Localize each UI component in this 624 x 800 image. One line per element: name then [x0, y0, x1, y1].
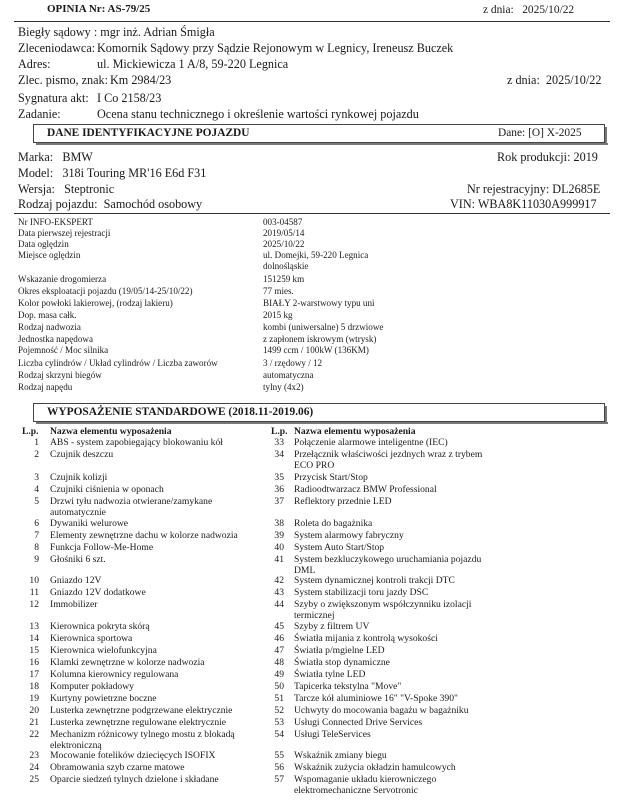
equipment-number: 52	[274, 705, 284, 716]
equipment-number: 36	[274, 484, 284, 495]
equipment-item: Tarcze kół aluminiowe 16" "V-Spoke 390"	[294, 693, 458, 704]
equipment-number: 8	[34, 542, 39, 553]
opinion-number: AS-79/25	[107, 3, 151, 15]
equipment-number: 17	[29, 669, 39, 680]
equipment-item: Czujniki ciśnienia w oponach	[50, 484, 164, 495]
equipment-number: 44	[274, 599, 284, 610]
equipment-number: 54	[274, 729, 284, 740]
equipment-item: Światła p/mgielne LED	[294, 645, 385, 656]
detail-value: 2015 kg	[263, 310, 293, 320]
equipment-item: Głośniki 6 szt.	[50, 554, 106, 565]
equipment-number: 34	[274, 449, 284, 460]
equipment-item: System Auto Start/Stop	[294, 542, 385, 553]
task-value: Ocena stanu technicznego i określenie wartości rynkowej pojazdu	[97, 107, 419, 121]
detail-value: dolnośląskie	[263, 261, 309, 271]
equipment-number: 48	[274, 657, 284, 668]
detail-value: 77 mies.	[263, 286, 294, 296]
lp-header-right: L.p.	[271, 426, 288, 437]
equipment-number: 41	[274, 554, 284, 565]
equipment-item: Wskaźnik zmiany biegu	[294, 750, 387, 761]
name-header-right: Nazwa elementu wyposażenia	[294, 426, 416, 437]
task-label: Zadanie:	[18, 107, 61, 121]
detail-label: Data oględzin	[18, 239, 69, 249]
equipment-item-continuation: elektromechaniczne Servotronic	[294, 785, 418, 796]
equipment-item-continuation: automatycznie	[50, 507, 106, 518]
equipment-number: 10	[29, 575, 39, 586]
equipment-number: 13	[29, 621, 39, 632]
client-label: Zleceniodawca:	[18, 41, 96, 55]
equipment-item: System dynamicznej kontroli trakcji DTC	[294, 575, 455, 586]
detail-value: 2025/10/22	[263, 239, 305, 249]
equipment-number: 49	[274, 669, 284, 680]
equipment-number: 15	[29, 645, 39, 656]
detail-value: 3 / rzędowy / 12	[263, 358, 323, 368]
detail-value: 151259 km	[263, 274, 305, 284]
equipment-item-continuation: termicznej	[294, 610, 335, 621]
vehicle-rule	[14, 213, 610, 214]
equipment-number: 6	[34, 518, 39, 529]
year-row: Rok produkcji: 2019	[497, 150, 598, 164]
detail-label: Jednostka napędowa	[18, 334, 94, 344]
equipment-item: Elementy zewnętrzne dachu w kolorze nadwozia	[50, 530, 238, 541]
equipment-number: 12	[29, 599, 39, 610]
equipment-item: Wspomaganie układu kierowniczego	[294, 774, 437, 785]
equipment-number: 45	[274, 621, 284, 632]
equipment-number: 42	[274, 575, 284, 586]
detail-value: 003-04587	[263, 217, 303, 227]
equipment-item: Roleta do bagażnika	[294, 518, 373, 529]
equipment-item: Przycisk Start/Stop	[294, 472, 368, 483]
detail-label: Miejsce oględzin	[18, 250, 81, 260]
equipment-number: 53	[274, 717, 284, 728]
detail-label: Rodzaj napędu	[18, 382, 73, 392]
equipment-number: 7	[34, 530, 39, 541]
equipment-item: Wskaźnik zużycia okładzin hamulcowych	[294, 762, 456, 773]
equipment-item: Immobilizer	[50, 599, 98, 610]
address-label: Adres:	[18, 57, 51, 71]
equipment-item: Mocowanie fotelików dziecięcych ISOFIX	[50, 750, 216, 761]
equipment-item: Przełącznik właściwości jezdnych wraz z trybem	[294, 449, 483, 460]
equipment-item: Szyby z filtrem UV	[294, 621, 370, 632]
equipment-item: Drzwi tyłu nadwozia otwierane/zamykane	[50, 496, 213, 507]
model-row: Model: 318i Touring MR'16 E6d F31	[18, 166, 207, 180]
order-label: Zlec. pismo, znak:	[18, 73, 109, 87]
equipment-item: System bezkluczykowego uruchamiania pojazdu	[294, 554, 482, 565]
equipment-item: Kierownica pokryta skórą	[50, 621, 150, 632]
equipment-item: Światła mijania z kontrolą wysokości	[294, 633, 438, 644]
equipment-number: 19	[29, 693, 39, 704]
client-value: Komornik Sądowy przy Sądzie Rejonowym w Legnicy, Ireneusz Buczek	[97, 41, 454, 55]
equipment-number: 24	[29, 762, 39, 773]
opinion-number-label: OPINIA Nr: AS-79/25	[47, 3, 151, 15]
equipment-item: ABS - system zapobiegający blokowaniu kół	[50, 437, 223, 448]
equipment-number: 39	[274, 530, 284, 541]
equipment-item: Połączenie alarmowe inteligentne (IEC)	[294, 437, 448, 448]
equipment-item: Światła tylne LED	[294, 669, 366, 680]
order-value: Km 2984/23	[110, 73, 172, 87]
equipment-number: 47	[274, 645, 284, 656]
equipment-item: Światła stop dynamiczne	[294, 657, 390, 668]
equipment-number: 33	[274, 437, 284, 448]
equipment-item: Gniazdo 12V dodatkowe	[50, 587, 146, 598]
header-rule	[14, 21, 610, 22]
opinion-date: z dnia: 2025/10/22	[483, 4, 575, 16]
equipment-number: 25	[29, 774, 39, 785]
detail-label: Liczba cylindrów / Układ cylindrów / Liczba zaworów	[18, 358, 218, 368]
equipment-number: 3	[34, 472, 39, 483]
equipment-number: 55	[274, 750, 284, 761]
address-value: ul. Mickiewicza 1 A/8, 59-220 Legnica	[97, 57, 289, 71]
reg-row: Nr rejestracyjny: DL2685E	[467, 182, 601, 196]
equipment-number: 43	[274, 587, 284, 598]
equipment-number: 23	[29, 750, 39, 761]
detail-label: Okres eksploatacji pojazdu (19/05/14-25/10/22)	[18, 286, 193, 296]
equipment-number: 38	[274, 518, 284, 529]
detail-label: Dop. masa całk.	[18, 310, 77, 320]
equipment-item-continuation: elektroniczną	[50, 740, 102, 751]
equipment-number: 35	[274, 472, 284, 483]
equipment-number: 50	[274, 681, 284, 692]
equipment-item: Klamki zewnętrzne w kolorze nadwozia	[50, 657, 205, 668]
equipment-item: Oparcie siedzeń tylnych dzielone i składane	[50, 774, 219, 785]
equipment-number: 22	[29, 729, 39, 740]
equipment-item: Kolumna kierownicy regulowana	[50, 669, 179, 680]
equipment-section-title: WYPOSAŻENIE STANDARDOWE (2018.11-2019.06)	[47, 406, 314, 418]
equipment-item: Radioodtwarzacz BMW Professional	[294, 484, 437, 495]
signature-value: I Co 2158/23	[97, 91, 162, 105]
equipment-number: 9	[34, 554, 39, 565]
detail-value: z zapłonem iskrowym (wtrysk)	[263, 334, 377, 344]
version-row: Wersja: Steptronic	[18, 182, 115, 196]
equipment-item: Mechanizm różnicowy tylnego mostu z blokadą	[50, 729, 235, 740]
equipment-number: 37	[274, 496, 284, 507]
detail-value: tylny (4x2)	[263, 382, 304, 392]
detail-label: Wskazanie drogomierza	[18, 274, 107, 284]
equipment-item: Szyby o zwiększonym współczynniku izolacji	[294, 599, 472, 610]
detail-label: Data pierwszej rejestracji	[18, 228, 111, 238]
equipment-number: 46	[274, 633, 284, 644]
order-date: z dnia: 2025/10/22	[507, 73, 602, 87]
equipment-item: Lusterka zewnętrzne regulowane elektrycznie	[50, 717, 227, 728]
name-header-left: Nazwa elementu wyposażenia	[50, 426, 172, 437]
make-row: Marka: BMW	[18, 150, 93, 164]
equipment-item: System stabilizacji toru jazdy DSC	[294, 587, 429, 598]
detail-value: BIAŁY 2-warstwowy typu uni	[263, 298, 375, 308]
equipment-item: Kierownica wielofunkcyjna	[50, 645, 157, 656]
detail-value: 2019/05/14	[263, 228, 305, 238]
equipment-item: Reflektory przednie LED	[294, 496, 392, 507]
equipment-number: 11	[29, 587, 39, 598]
equipment-item: Funkcja Follow-Me-Home	[50, 542, 154, 553]
equipment-number: 16	[29, 657, 39, 668]
equipment-number: 20	[29, 705, 39, 716]
equipment-item: Usługi TeleServices	[294, 729, 371, 740]
equipment-item-continuation: ECO PRO	[294, 460, 335, 471]
detail-value: automatyczna	[263, 370, 314, 380]
vin-row: VIN: WBA8K11030A999917	[450, 197, 597, 211]
lp-header-left: L.p.	[22, 426, 39, 437]
equipment-item: Tapicerka tekstylna "Move"	[294, 681, 402, 692]
equipment-item: Czujnik deszczu	[50, 449, 114, 460]
equipment-item: Uchwyty do mocowania bagażu w bagażniku	[294, 705, 469, 716]
type-row: Rodzaj pojazdu: Samochód osobowy	[18, 197, 203, 211]
equipment-item: Obramowania szyb czarne matowe	[50, 762, 185, 773]
equipment-number: 40	[274, 542, 284, 553]
detail-value: 1499 ccm / 100kW (136KM)	[263, 345, 369, 355]
id-section-title: DANE IDENTYFIKACYJNE POJAZDU	[47, 127, 250, 139]
detail-label: Pojemność / Moc silnika	[18, 345, 109, 355]
equipment-number: 2	[34, 449, 39, 460]
equipment-item: Usługi Connected Drive Services	[294, 717, 423, 728]
equipment-number: 56	[274, 762, 284, 773]
equipment-item: Dywaniki welurowe	[50, 518, 129, 529]
equipment-number: 18	[29, 681, 39, 692]
equipment-item: Czujnik kolizji	[50, 472, 108, 483]
equipment-item: Gniazdo 12V	[50, 575, 102, 586]
expert-row: Biegły sądowy : mgr inż. Adrian Śmigła	[18, 25, 215, 39]
equipment-number: 1	[34, 437, 39, 448]
equipment-item: System alarmowy fabryczny	[294, 530, 404, 541]
equipment-number: 4	[34, 484, 39, 495]
detail-value: ul. Domejki, 59-220 Legnica	[263, 250, 369, 260]
detail-value: kombi (uniwersalne) 5 drzwiowe	[263, 322, 384, 332]
equipment-item: Lusterka zewnętrzne podgrzewane elektrycznie	[50, 705, 233, 716]
equipment-item: Kierownica sportowa	[50, 633, 133, 644]
detail-label: Kolor powłoki lakierowej, (rodzaj lakieru)	[18, 298, 173, 308]
equipment-item: Kurtyny powietrzne boczne	[50, 693, 157, 704]
equipment-number: 5	[34, 496, 39, 507]
signature-label: Sygnatura akt:	[18, 91, 89, 105]
detail-label: Rodzaj nadwozia	[18, 322, 81, 332]
equipment-item-continuation: DML	[294, 565, 316, 576]
id-section-data: Dane: [O] X-2025	[498, 127, 582, 139]
equipment-item: Komputer pokładowy	[50, 681, 134, 692]
equipment-number: 21	[29, 717, 39, 728]
equipment-number: 14	[29, 633, 39, 644]
detail-label: Rodzaj skrzyni biegów	[18, 370, 102, 380]
equipment-number: 51	[274, 693, 284, 704]
detail-label: Nr INFO-EKSPERT	[18, 217, 93, 227]
equipment-number: 57	[274, 774, 284, 785]
